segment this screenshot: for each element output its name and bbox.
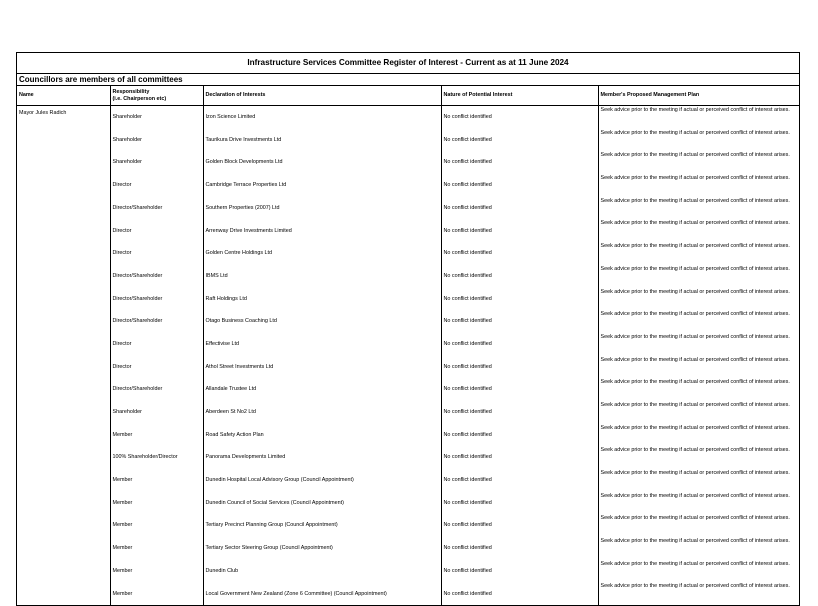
cell-nature: No conflict identified <box>441 219 598 242</box>
cell-responsibility: Director/Shareholder <box>110 288 203 311</box>
cell-name <box>17 560 110 583</box>
table-row <box>17 151 799 174</box>
cell-plan: Seek advice prior to the meeting if actual or perceived conflict of interest arises. <box>598 288 799 311</box>
cell-declaration: Dunedin Council of Social Services (Council Appointment) <box>203 492 441 515</box>
table-row <box>17 424 799 447</box>
cell-declaration: Golden Centre Holdings Ltd <box>203 242 441 265</box>
cell-responsibility: 100% Shareholder/Director <box>110 446 203 469</box>
cell-name <box>17 219 110 242</box>
cell-name <box>17 310 110 333</box>
cell-responsibility: Director/Shareholder <box>110 197 203 220</box>
cell-plan: Seek advice prior to the meeting if actual or perceived conflict of interest arises. <box>598 560 799 583</box>
register-subtitle: Councillors are members of all committees <box>17 74 799 86</box>
table-row <box>17 560 799 583</box>
cell-nature: No conflict identified <box>441 333 598 356</box>
cell-nature: No conflict identified <box>441 446 598 469</box>
cell-name <box>17 356 110 379</box>
cell-responsibility: Director <box>110 356 203 379</box>
table-row <box>17 106 799 129</box>
cell-plan: Seek advice prior to the meeting if actual or perceived conflict of interest arises. <box>598 219 799 242</box>
table-row <box>17 469 799 492</box>
cell-plan: Seek advice prior to the meeting if actual or perceived conflict of interest arises. <box>598 129 799 152</box>
cell-responsibility: Director/Shareholder <box>110 378 203 401</box>
table-row <box>17 174 799 197</box>
cell-declaration: Aberdeen St No2 Ltd <box>203 401 441 424</box>
cell-responsibility: Member <box>110 560 203 583</box>
table-row <box>17 310 799 333</box>
cell-responsibility: Member <box>110 582 203 605</box>
cell-plan: Seek advice prior to the meeting if actual or perceived conflict of interest arises. <box>598 446 799 469</box>
cell-nature: No conflict identified <box>441 288 598 311</box>
header-plan: Member's Proposed Management Plan <box>598 86 799 106</box>
cell-nature: No conflict identified <box>441 106 598 129</box>
cell-responsibility: Shareholder <box>110 129 203 152</box>
cell-name <box>17 492 110 515</box>
cell-name <box>17 424 110 447</box>
header-responsibility-line2: (i.e. Chairperson etc) <box>112 95 167 102</box>
cell-responsibility: Director/Shareholder <box>110 265 203 288</box>
cell-declaration: Izon Science Limited <box>203 106 441 129</box>
cell-declaration: Golden Block Developments Ltd <box>203 151 441 174</box>
cell-nature: No conflict identified <box>441 492 598 515</box>
cell-responsibility: Member <box>110 537 203 560</box>
cell-name <box>17 378 110 401</box>
header-declaration: Declaration of Interests <box>203 86 441 106</box>
cell-declaration: Tertiary Precinct Planning Group (Council Appointment) <box>203 514 441 537</box>
cell-name <box>17 151 110 174</box>
cell-plan: Seek advice prior to the meeting if actual or perceived conflict of interest arises. <box>598 310 799 333</box>
cell-name <box>17 242 110 265</box>
cell-responsibility: Director <box>110 174 203 197</box>
cell-name <box>17 514 110 537</box>
table-row <box>17 197 799 220</box>
cell-declaration: Taurikura Drive Investments Ltd <box>203 129 441 152</box>
table-row <box>17 537 799 560</box>
cell-declaration: Allandale Trustee Ltd <box>203 378 441 401</box>
cell-nature: No conflict identified <box>441 469 598 492</box>
register-title: Infrastructure Services Committee Register of Interest - Current as at 11 June 2024 <box>17 53 799 74</box>
cell-responsibility: Member <box>110 514 203 537</box>
cell-nature: No conflict identified <box>441 424 598 447</box>
cell-declaration: Raft Holdings Ltd <box>203 288 441 311</box>
cell-name <box>17 333 110 356</box>
cell-declaration: Otago Business Coaching Ltd <box>203 310 441 333</box>
cell-plan: Seek advice prior to the meeting if actual or perceived conflict of interest arises. <box>598 242 799 265</box>
cell-plan: Seek advice prior to the meeting if actual or perceived conflict of interest arises. <box>598 151 799 174</box>
cell-plan: Seek advice prior to the meeting if actual or perceived conflict of interest arises. <box>598 333 799 356</box>
table-row <box>17 356 799 379</box>
cell-plan: Seek advice prior to the meeting if actual or perceived conflict of interest arises. <box>598 401 799 424</box>
interests-table <box>17 86 799 605</box>
cell-responsibility: Director <box>110 333 203 356</box>
cell-nature: No conflict identified <box>441 265 598 288</box>
table-row <box>17 514 799 537</box>
cell-plan: Seek advice prior to the meeting if actual or perceived conflict of interest arises. <box>598 514 799 537</box>
header-responsibility-line1: Responsibility <box>112 89 150 96</box>
cell-name <box>17 537 110 560</box>
cell-declaration: Local Government New Zealand (Zone 6 Committee) (Council Appointment) <box>203 582 441 605</box>
cell-declaration: Road Safety Action Plan <box>203 424 441 447</box>
cell-responsibility: Director/Shareholder <box>110 310 203 333</box>
cell-plan: Seek advice prior to the meeting if actual or perceived conflict of interest arises. <box>598 265 799 288</box>
cell-plan: Seek advice prior to the meeting if actual or perceived conflict of interest arises. <box>598 424 799 447</box>
cell-nature: No conflict identified <box>441 378 598 401</box>
cell-declaration: Arrenway Drive Investments Limited <box>203 219 441 242</box>
cell-responsibility: Member <box>110 492 203 515</box>
table-row <box>17 129 799 152</box>
cell-plan: Seek advice prior to the meeting if actual or perceived conflict of interest arises. <box>598 537 799 560</box>
cell-nature: No conflict identified <box>441 356 598 379</box>
cell-name <box>17 265 110 288</box>
cell-name <box>17 446 110 469</box>
cell-declaration: Effectivise Ltd <box>203 333 441 356</box>
table-row <box>17 378 799 401</box>
cell-responsibility: Member <box>110 469 203 492</box>
cell-responsibility: Director <box>110 242 203 265</box>
cell-name <box>17 129 110 152</box>
table-header-row <box>17 86 799 106</box>
cell-nature: No conflict identified <box>441 310 598 333</box>
cell-responsibility: Director <box>110 219 203 242</box>
cell-nature: No conflict identified <box>441 151 598 174</box>
cell-plan: Seek advice prior to the meeting if actual or perceived conflict of interest arises. <box>598 356 799 379</box>
table-row <box>17 265 799 288</box>
cell-declaration: Tertiary Sector Steering Group (Council Appointment) <box>203 537 441 560</box>
register-sheet <box>16 52 800 606</box>
cell-nature: No conflict identified <box>441 537 598 560</box>
cell-plan: Seek advice prior to the meeting if actual or perceived conflict of interest arises. <box>598 582 799 605</box>
cell-declaration: Athol Street Investments Ltd <box>203 356 441 379</box>
header-nature: Nature of Potential Interest <box>441 86 598 106</box>
cell-name <box>17 469 110 492</box>
cell-nature: No conflict identified <box>441 401 598 424</box>
cell-name: Mayor Jules Radich <box>19 110 67 116</box>
cell-nature: No conflict identified <box>441 514 598 537</box>
cell-responsibility: Shareholder <box>110 106 203 129</box>
cell-plan: Seek advice prior to the meeting if actual or perceived conflict of interest arises. <box>598 174 799 197</box>
cell-responsibility: Shareholder <box>110 401 203 424</box>
cell-declaration: Panorama Developments Limited <box>203 446 441 469</box>
cell-name <box>17 288 110 311</box>
cell-nature: No conflict identified <box>441 242 598 265</box>
cell-name <box>17 582 110 605</box>
cell-nature: No conflict identified <box>441 197 598 220</box>
cell-plan: Seek advice prior to the meeting if actual or perceived conflict of interest arises. <box>598 469 799 492</box>
cell-declaration: Dunedin Club <box>203 560 441 583</box>
cell-plan: Seek advice prior to the meeting if actual or perceived conflict of interest arises. <box>598 106 799 129</box>
cell-nature: No conflict identified <box>441 174 598 197</box>
table-row <box>17 242 799 265</box>
cell-declaration: Southern Properties (2007) Ltd <box>203 197 441 220</box>
cell-responsibility: Member <box>110 424 203 447</box>
cell-plan: Seek advice prior to the meeting if actual or perceived conflict of interest arises. <box>598 378 799 401</box>
header-responsibility <box>110 86 203 106</box>
cell-nature: No conflict identified <box>441 582 598 605</box>
cell-responsibility: Shareholder <box>110 151 203 174</box>
cell-plan: Seek advice prior to the meeting if actual or perceived conflict of interest arises. <box>598 197 799 220</box>
table-row <box>17 492 799 515</box>
table-row <box>17 582 799 605</box>
table-row <box>17 333 799 356</box>
table-row <box>17 401 799 424</box>
cell-declaration: Cambridge Terrace Properties Ltd <box>203 174 441 197</box>
table-row <box>17 288 799 311</box>
header-name: Name <box>17 86 110 106</box>
table-row <box>17 219 799 242</box>
cell-nature: No conflict identified <box>441 129 598 152</box>
cell-declaration: IBMS Ltd <box>203 265 441 288</box>
cell-name <box>17 174 110 197</box>
cell-nature: No conflict identified <box>441 560 598 583</box>
cell-name <box>17 401 110 424</box>
cell-declaration: Dunedin Hospital Local Advisory Group (Council Appointment) <box>203 469 441 492</box>
table-row <box>17 446 799 469</box>
cell-plan: Seek advice prior to the meeting if actual or perceived conflict of interest arises. <box>598 492 799 515</box>
cell-name <box>17 197 110 220</box>
